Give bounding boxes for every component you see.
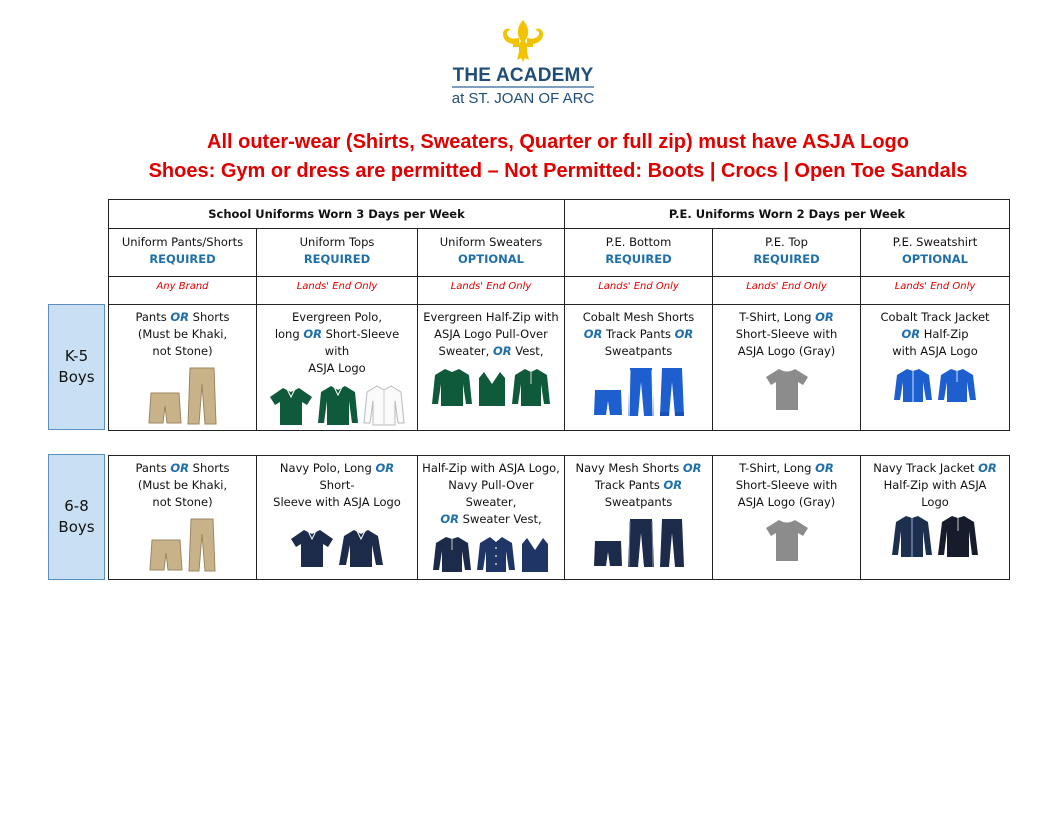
k5-pe-top-cell: T-Shirt, Long OR Short-Sleeve with ASJA Logo (Gray) — [713, 305, 861, 431]
grade-gender: Boys — [58, 368, 95, 386]
cobalt-track-jacket-icon — [893, 366, 933, 404]
cobalt-sweatpants-icon — [659, 366, 685, 418]
k5-pe-sweatshirt-cell: Cobalt Track Jacket OR Half-Zip with ASJA Logo — [861, 305, 1010, 431]
optional-label: OPTIONAL — [902, 252, 968, 266]
logo-title: THE ACADEMY — [452, 65, 594, 86]
navy-halfzip-icon — [432, 534, 472, 574]
cobalt-track-pants-icon — [627, 366, 655, 418]
column-header: P.E. Sweatshirt OPTIONAL — [861, 229, 1010, 277]
navy-sweatpants-icon — [659, 517, 685, 569]
navy-cardigan-icon — [476, 534, 516, 574]
shoes-notice: Shoes: Gym or dress are permitted – Not Permitted: Boots | Crocs | Open Toe Sandals — [148, 160, 968, 182]
grade-gender: Boys — [58, 518, 95, 536]
grade-6-8-label — [48, 454, 105, 580]
source-note: Lands' End Only — [713, 277, 861, 305]
navy-shorts-icon — [593, 539, 623, 569]
navy-halfzip-icon — [937, 513, 979, 559]
grade-range: K-5 — [64, 347, 89, 365]
grade68-tops-cell: Navy Polo, Long OR Short- Sleeve with ASJA Logo — [257, 456, 418, 580]
grade68-pe-sweatshirt-cell: Navy Track Jacket OR Half-Zip with ASJA Logo — [861, 456, 1010, 580]
required-label: REQUIRED — [303, 252, 371, 266]
required-label: REQUIRED — [149, 252, 216, 266]
column-header: Uniform Tops REQUIRED — [257, 229, 418, 277]
white-shirt-icon — [363, 383, 405, 427]
grade68-pants-cell: Pants OR Shorts (Must be Khaki, not Stone) — [109, 456, 257, 580]
logo-subtitle: at ST. JOAN OF ARC — [452, 86, 595, 108]
green-polo-short-icon — [269, 385, 313, 427]
green-polo-long-icon — [317, 383, 359, 427]
khaki-pants-icon — [187, 517, 217, 573]
grade-k5-label — [48, 304, 105, 430]
uniform-table-6-8 — [108, 455, 1010, 580]
source-note: Any Brand — [109, 277, 257, 305]
uniform-table-k5 — [108, 199, 1010, 431]
khaki-shorts-icon — [148, 390, 182, 426]
source-note: Lands' End Only — [257, 277, 418, 305]
pe-uniform-group-header: P.E. Uniforms Worn 2 Days per Week — [565, 200, 1010, 229]
k5-tops-cell: Evergreen Polo, long OR Short-Sleeve with ASJA Logo — [257, 305, 418, 431]
logo-requirement-notice: All outer-wear (Shirts, Sweaters, Quarter or full zip) must have ASJA Logo — [207, 131, 909, 153]
gray-tshirt-icon — [765, 366, 809, 412]
green-halfzip-icon — [511, 366, 551, 408]
grade68-pe-bottom-cell: Navy Mesh Shorts OR Track Pants OR Sweatpants — [565, 456, 713, 580]
source-note: Lands' End Only — [565, 277, 713, 305]
school-uniform-group-header: School Uniforms Worn 3 Days per Week — [109, 200, 565, 229]
cobalt-shorts-icon — [593, 388, 623, 418]
column-header: Uniform Pants/Shorts REQUIRED — [109, 229, 257, 277]
green-sweater-icon — [431, 366, 473, 408]
grade-range: 6-8 — [64, 497, 89, 515]
navy-polo-long-icon — [338, 527, 384, 569]
green-vest-icon — [477, 370, 507, 408]
column-header: Uniform Sweaters OPTIONAL — [418, 229, 565, 277]
khaki-pants-icon — [186, 366, 218, 426]
navy-track-jacket-icon — [891, 513, 933, 559]
cobalt-halfzip-icon — [937, 366, 977, 404]
source-note: Lands' End Only — [418, 277, 565, 305]
grade68-sweaters-cell: Half-Zip with ASJA Logo, Navy Pull-Over Sweater, OR Sweater Vest, — [418, 456, 565, 580]
k5-pants-cell: Pants OR Shorts (Must be Khaki, not Stone) — [109, 305, 257, 431]
column-header: P.E. Bottom REQUIRED — [565, 229, 713, 277]
required-label: REQUIRED — [753, 252, 820, 266]
navy-vest-icon — [520, 536, 550, 574]
fleur-de-lis-icon — [500, 18, 546, 64]
source-note: Lands' End Only — [861, 277, 1010, 305]
navy-polo-short-icon — [290, 527, 334, 569]
k5-sweaters-cell: Evergreen Half-Zip with ASJA Logo Pull-Over Sweater, OR Vest, — [418, 305, 565, 431]
optional-label: OPTIONAL — [458, 252, 524, 266]
grade68-pe-top-cell: T-Shirt, Long OR Short-Sleeve with ASJA Logo (Gray) — [713, 456, 861, 580]
k5-pe-bottom-cell: Cobalt Mesh Shorts OR Track Pants OR Sweatpants — [565, 305, 713, 431]
navy-track-pants-icon — [627, 517, 655, 569]
gray-tshirt-icon — [765, 517, 809, 563]
required-label: REQUIRED — [605, 252, 672, 266]
khaki-shorts-icon — [149, 537, 183, 573]
column-header: P.E. Top REQUIRED — [713, 229, 861, 277]
school-logo — [438, 18, 608, 118]
